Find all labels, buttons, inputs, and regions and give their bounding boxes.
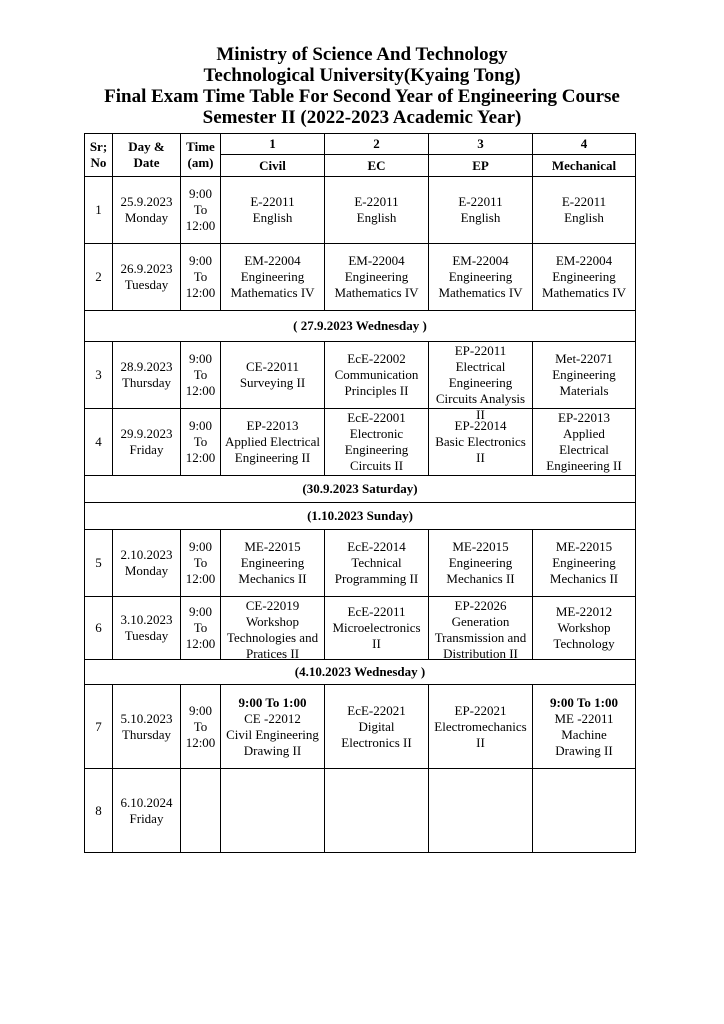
subject-code: EP-22026 (454, 597, 507, 613)
subject-content (221, 418, 324, 466)
exam-row (85, 409, 636, 476)
subject-code: 9:00 To 1:00 (550, 694, 618, 710)
header-col-number: 3 (429, 134, 533, 155)
subject-content (325, 253, 428, 301)
subject-line: Civil Engineering (226, 726, 319, 742)
subject-line: Mathematics IV (230, 285, 315, 300)
subject-code: E-22011 (250, 194, 295, 209)
time-line: 9:00 (188, 351, 213, 366)
subject-content (429, 253, 532, 301)
subject-content (325, 410, 428, 474)
subject-cell (533, 409, 636, 476)
exam-date: 2.10.2023 (120, 547, 173, 562)
subject-content (429, 598, 532, 659)
subject-content (429, 418, 532, 466)
subject-line: Applied Electrical (225, 434, 320, 449)
time-line: 12:00 (185, 571, 216, 586)
header-time (181, 134, 221, 177)
subject-cell (533, 769, 636, 853)
time-cell (181, 244, 221, 311)
subject-line: II (476, 450, 485, 465)
subject-code: EM-22004 (452, 253, 509, 268)
subject-line: Programming II (334, 571, 419, 586)
subject-code: EcE-22002 (347, 351, 406, 366)
holiday-note: (4.10.2023 Wednesday ) (85, 660, 636, 685)
header-sr-line2: No (90, 155, 107, 170)
subject-line: Electrical (455, 358, 506, 374)
exam-row (85, 177, 636, 244)
subject-code: EcE-22011 (347, 604, 406, 619)
subject-content (429, 342, 532, 422)
subject-content (325, 194, 428, 226)
subject-line: Electromechanics (434, 718, 527, 734)
document-title (0, 44, 724, 128)
time-cell (181, 769, 221, 853)
subject-cell (221, 409, 325, 476)
subject-line: Engineering (240, 555, 305, 570)
subject-line: Technical (351, 555, 402, 570)
subject-line: Pratices II (245, 645, 300, 661)
exam-timetable (84, 133, 636, 853)
subject-cell (221, 597, 325, 660)
subject-cell (221, 342, 325, 409)
day-date-cell (113, 244, 181, 311)
subject-cell (533, 685, 636, 769)
subject-line: English (564, 210, 604, 225)
subject-line: Engineering II (546, 458, 622, 473)
header-day-date (113, 134, 181, 177)
serial-number: 1 (85, 177, 113, 244)
serial-number: 7 (85, 685, 113, 769)
subject-line: Engineering II (234, 450, 311, 465)
subject-line: Machine (561, 726, 607, 742)
subject-code: E-22011 (561, 194, 607, 209)
exam-date: 6.10.2024 (120, 794, 173, 810)
subject-line: Mathematics IV (541, 285, 627, 300)
exam-day: Friday (129, 810, 164, 826)
time-line: To (193, 555, 208, 570)
time-cell (181, 177, 221, 244)
time-line: 9:00 (188, 604, 213, 619)
subject-cell (325, 769, 429, 853)
subject-line: Generation (451, 613, 510, 629)
subject-line: Technology (553, 636, 615, 651)
subject-line: Principles II (344, 383, 409, 398)
exam-date: 3.10.2023 (120, 612, 173, 627)
exam-date: 5.10.2023 (120, 710, 173, 726)
subject-content (429, 194, 532, 226)
serial-number: 8 (85, 769, 113, 853)
day-date-cell (113, 769, 181, 853)
subject-cell (429, 406, 533, 476)
subject-code: EP-22021 (454, 702, 507, 718)
subject-cell (533, 177, 636, 244)
subject-cell (221, 685, 325, 769)
subject-content (221, 194, 324, 226)
subject-cell (325, 342, 429, 409)
subject-line: Applied (563, 426, 605, 441)
subject-cell (533, 530, 636, 597)
subject-code: EP-22011 (454, 342, 507, 358)
subject-line: II (476, 406, 485, 422)
subject-line: Mathematics IV (438, 285, 523, 300)
subject-code: EcE-22014 (347, 539, 406, 554)
subject-code: EP-22014 (454, 418, 507, 433)
subject-code: ME-22015 (555, 539, 613, 554)
time-line: 12:00 (185, 285, 216, 300)
subject-code: CE-22011 (246, 359, 299, 374)
day-date-cell (113, 342, 181, 409)
subject-line: CE -22012 (244, 710, 301, 726)
serial-number: 3 (85, 342, 113, 409)
time-line: To (193, 367, 208, 382)
subject-line: Microelectronics (332, 620, 421, 635)
day-date-cell (113, 597, 181, 660)
time-cell (181, 597, 221, 660)
subject-cell (221, 769, 325, 853)
serial-number: 4 (85, 409, 113, 476)
exam-date: 25.9.2023 (120, 194, 173, 209)
subject-content (533, 253, 635, 301)
timetable-body (85, 177, 636, 853)
subject-code: E-22011 (354, 194, 399, 209)
subject-cell (325, 597, 429, 660)
subject-cell (533, 244, 636, 311)
subject-code: ME-22015 (452, 539, 509, 554)
day-date-cell (113, 177, 181, 244)
subject-content (533, 194, 635, 226)
subject-code: Met-22071 (555, 351, 613, 366)
subject-content (221, 695, 324, 759)
header-sr (85, 134, 113, 177)
subject-line: Mathematics IV (334, 285, 419, 300)
subject-cell (429, 177, 533, 244)
subject-line: ME -22011 (554, 710, 614, 726)
subject-code: EP-22013 (246, 418, 299, 433)
time-line: To (193, 620, 208, 635)
subject-line: English (356, 210, 397, 225)
header-time-line1: Time (186, 139, 215, 154)
header-col-number: 4 (533, 134, 636, 155)
time-line: 12:00 (185, 636, 216, 651)
subject-cell (533, 597, 636, 660)
exam-date: 28.9.2023 (120, 359, 173, 374)
subject-cell (325, 685, 429, 769)
header-day-line2: Date (133, 155, 160, 170)
subject-cell (429, 597, 533, 660)
subject-line: Surveying II (239, 375, 306, 390)
time-line: 9:00 (188, 253, 213, 268)
subject-code: E-22011 (458, 194, 503, 209)
subject-line: II (476, 734, 485, 750)
subject-cell (429, 769, 533, 853)
subject-cell (429, 530, 533, 597)
day-date-cell (113, 530, 181, 597)
time-line: 9:00 (188, 702, 213, 718)
subject-code: EM-22004 (244, 253, 301, 268)
time-line: 12:00 (185, 383, 216, 398)
subject-line: Engineering (448, 374, 513, 390)
subject-content (325, 351, 428, 399)
subject-content (533, 539, 635, 587)
title-ministry: Ministry of Science And Technology (216, 44, 508, 65)
subject-cell (325, 177, 429, 244)
subject-code: CE-22019 (245, 597, 300, 613)
header-row-top (85, 134, 636, 155)
subject-code: ME-22015 (244, 539, 301, 554)
subject-line: Engineering (448, 555, 513, 570)
exam-date: 29.9.2023 (120, 426, 173, 441)
subject-content (221, 598, 324, 659)
header-col-ec: EC (325, 155, 429, 177)
subject-line: Circuits II (349, 458, 404, 473)
subject-cell (221, 244, 325, 311)
subject-line: Digital (358, 718, 395, 734)
day-date-cell (113, 409, 181, 476)
subject-content (533, 351, 635, 399)
subject-line: Workshop (557, 620, 611, 635)
subject-line: Circuits Analysis (435, 390, 526, 406)
exam-day: Friday (129, 442, 164, 457)
header-time-line2: (am) (187, 155, 214, 170)
subject-content (221, 253, 324, 301)
subject-line: Engineering (552, 555, 616, 570)
header-col-number: 1 (221, 134, 325, 155)
subject-code: EM-22004 (348, 253, 405, 268)
subject-cell (429, 685, 533, 769)
header-col-mechanical: Mechanical (533, 155, 636, 177)
exam-date: 26.9.2023 (120, 261, 173, 276)
subject-line: Materials (559, 383, 609, 398)
exam-row (85, 530, 636, 597)
subject-line: Engineering (448, 269, 513, 284)
holiday-row (85, 476, 636, 503)
exam-day: Thursday (121, 375, 172, 390)
subject-content (533, 410, 635, 474)
subject-cell (221, 530, 325, 597)
subject-line: Basic Electronics (435, 434, 526, 449)
header-col-number: 2 (325, 134, 429, 155)
day-date-cell (113, 685, 181, 769)
holiday-note: ( 27.9.2023 Wednesday ) (85, 311, 636, 342)
subject-line: Electronic (349, 426, 404, 441)
exam-row (85, 244, 636, 311)
holiday-note: (30.9.2023 Saturday) (85, 476, 636, 503)
exam-day: Tuesday (124, 628, 169, 643)
subject-line: Mechanics II (446, 571, 515, 586)
holiday-row (85, 311, 636, 342)
exam-day: Monday (124, 563, 169, 578)
subject-code: EcE-22001 (347, 410, 406, 425)
time-line: 12:00 (185, 734, 216, 750)
time-line: To (193, 269, 208, 284)
subject-cell (533, 342, 636, 409)
subject-cell (325, 409, 429, 476)
subject-content (429, 539, 532, 587)
subject-cell (325, 530, 429, 597)
subject-code: EM-22004 (555, 253, 613, 268)
subject-line: English (460, 210, 501, 225)
time-line: 9:00 (188, 418, 213, 433)
subject-content (221, 359, 324, 391)
time-line: 12:00 (185, 450, 216, 465)
exam-row (85, 597, 636, 660)
subject-content (325, 604, 428, 652)
exam-row (85, 685, 636, 769)
time-line: To (193, 718, 208, 734)
subject-cell (325, 244, 429, 311)
title-semester: Semester II (2022-2023 Academic Year) (202, 107, 522, 128)
header-col-ep: EP (429, 155, 533, 177)
subject-line: English (252, 210, 293, 225)
subject-cell (429, 244, 533, 311)
serial-number: 5 (85, 530, 113, 597)
subject-line: Engineering (240, 269, 305, 284)
exam-day: Tuesday (124, 277, 169, 292)
subject-line: Mechanics II (238, 571, 307, 586)
subject-line: Mechanics II (549, 571, 619, 586)
holiday-row (85, 503, 636, 530)
exam-row (85, 769, 636, 853)
subject-line: Transmission and (434, 629, 527, 645)
exam-day: Monday (124, 210, 169, 225)
exam-day: Thursday (121, 726, 172, 742)
time-cell (181, 409, 221, 476)
serial-number: 2 (85, 244, 113, 311)
time-line: To (193, 202, 208, 217)
holiday-note: (1.10.2023 Sunday) (85, 503, 636, 530)
time-line: 12:00 (185, 218, 216, 233)
subject-content (429, 703, 532, 751)
time-cell (181, 342, 221, 409)
subject-code: EP-22013 (558, 410, 610, 425)
subject-content (533, 604, 635, 652)
subject-line: Technologies and (226, 629, 319, 645)
time-line: To (193, 434, 208, 449)
subject-line: Engineering (552, 269, 616, 284)
exam-row (85, 342, 636, 409)
header-col-civil: Civil (221, 155, 325, 177)
holiday-row (85, 660, 636, 685)
subject-line: Engineering (344, 269, 409, 284)
subject-cell (429, 342, 533, 422)
title-university: Technological University(Kyaing Tong) (203, 65, 521, 86)
time-cell (181, 685, 221, 769)
subject-line: Engineering (344, 442, 409, 457)
time-line: 9:00 (188, 186, 213, 201)
subject-line: Engineering (552, 367, 616, 382)
subject-content (325, 539, 428, 587)
serial-number: 6 (85, 597, 113, 660)
title-exam: Final Exam Time Table For Second Year of Engineering Course (104, 86, 620, 107)
time-cell (181, 530, 221, 597)
subject-line: Electronics II (341, 734, 412, 750)
subject-cell (221, 177, 325, 244)
subject-line: Drawing II (243, 742, 302, 758)
subject-line: Communication (334, 367, 419, 382)
header-sr-line1: Sr; (89, 139, 108, 154)
subject-code: 9:00 To 1:00 (238, 694, 307, 710)
subject-content (221, 539, 324, 587)
subject-line: Drawing II (555, 742, 613, 758)
subject-line: Workshop (245, 613, 300, 629)
subject-code: ME-22012 (555, 604, 613, 619)
time-line: 9:00 (188, 539, 213, 554)
subject-content (325, 703, 428, 751)
subject-content (533, 695, 635, 759)
subject-line: Electrical (559, 442, 609, 457)
subject-code: EcE-22021 (347, 702, 406, 718)
subject-line: Distribution II (443, 645, 518, 661)
header-day-line1: Day & (128, 139, 165, 154)
subject-line: II (372, 636, 381, 651)
